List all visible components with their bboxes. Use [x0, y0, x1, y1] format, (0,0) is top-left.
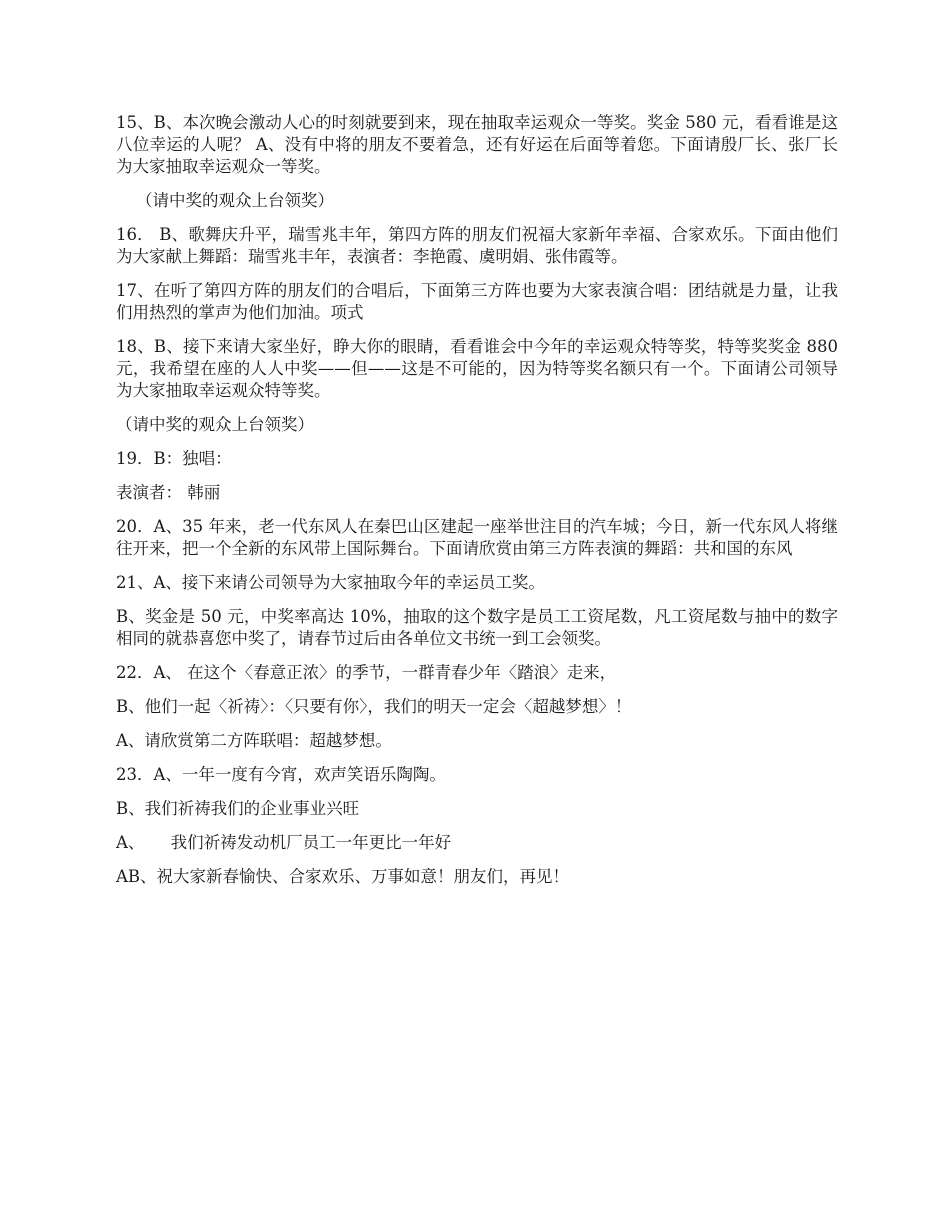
paragraph-22-a: A、请欣赏第二方阵联唱：超越梦想。: [116, 731, 392, 750]
paragraph-21-b: B、奖金是 50 元，中奖率高达 10%，抽取的这个数字是员工工资尾数，凡工资尾数与抽中的数字相同的就恭喜您中奖了，请春节过后由各单位文书统一到工会领奖。: [116, 607, 838, 648]
paragraph-19: 19．B：独唱：: [116, 449, 232, 468]
paragraph-18: 18、B、接下来请大家坐好，睁大你的眼睛，看看谁会中今年的幸运观众特等奖，特等奖奖金 880 元，我希望在座的人人中奖——但——这是不可能的，因为特等奖名额只有一个。下面请公司领导为大家抽取幸运观众特等奖。: [116, 337, 844, 400]
document-page: [116, 112, 844, 900]
paragraph-20: 20．A、35 年来，老一代东风人在秦巴山区建起一座举世注目的汽车城；今日，新一代东风人将继往开来，把一个全新的东风带上国际舞台。下面请欣赏由第三方阵表演的舞蹈：共和国的东风: [116, 517, 838, 558]
paragraph-award-note-2: （请中奖的观众上台领奖）: [116, 415, 314, 434]
paragraph-23-b: B、我们祈祷我们的企业事业兴旺: [116, 799, 360, 818]
paragraph-21: 21、A、接下来请公司领导为大家抽取今年的幸运员工奖。: [116, 573, 545, 592]
paragraph-closing: AB、祝大家新春愉快、合家欢乐、万事如意！朋友们，再见！: [116, 867, 570, 886]
paragraph-23-a: A、 我们祈祷发动机厂员工一年更比一年好: [116, 833, 452, 852]
paragraph-17: 17、在听了第四方阵的朋友们的合唱后，下面第三方阵也要为大家表演合唱：团结就是力量，让我们用热烈的掌声为他们加油。项式: [116, 281, 838, 322]
paragraph-15: 15、B、本次晚会激动人心的时刻就要到来，现在抽取幸运观众一等奖。奖金 580 元，看看谁是这八位幸运的人呢？ A、没有中将的朋友不要着急，还有好运在后面等着您。下面请殷厂长、张厂长为大家抽取幸运观众一等奖。: [116, 113, 838, 176]
paragraph-23: 23．A、一年一度有今宵，欢声笑语乐陶陶。: [116, 765, 446, 784]
paragraph-22: 22．A、 在这个〈春意正浓〉的季节，一群青春少年〈踏浪〉走来，: [116, 663, 617, 682]
paragraph-performer: 表演者： 韩丽: [116, 483, 221, 502]
paragraph-16: 16． B、歌舞庆升平，瑞雪兆丰年，第四方阵的朋友们祝福大家新年幸福、合家欢乐。下面由他们为大家献上舞蹈：瑞雪兆丰年，表演者：李艳霞、虞明娟、张伟霞等。: [116, 225, 838, 266]
paragraph-award-note-1: （请中奖的观众上台领奖）: [136, 191, 334, 210]
paragraph-22-b: B、他们一起〈祈祷〉：〈只要有你〉，我们的明天一定会〈超越梦想〉！: [116, 697, 632, 716]
